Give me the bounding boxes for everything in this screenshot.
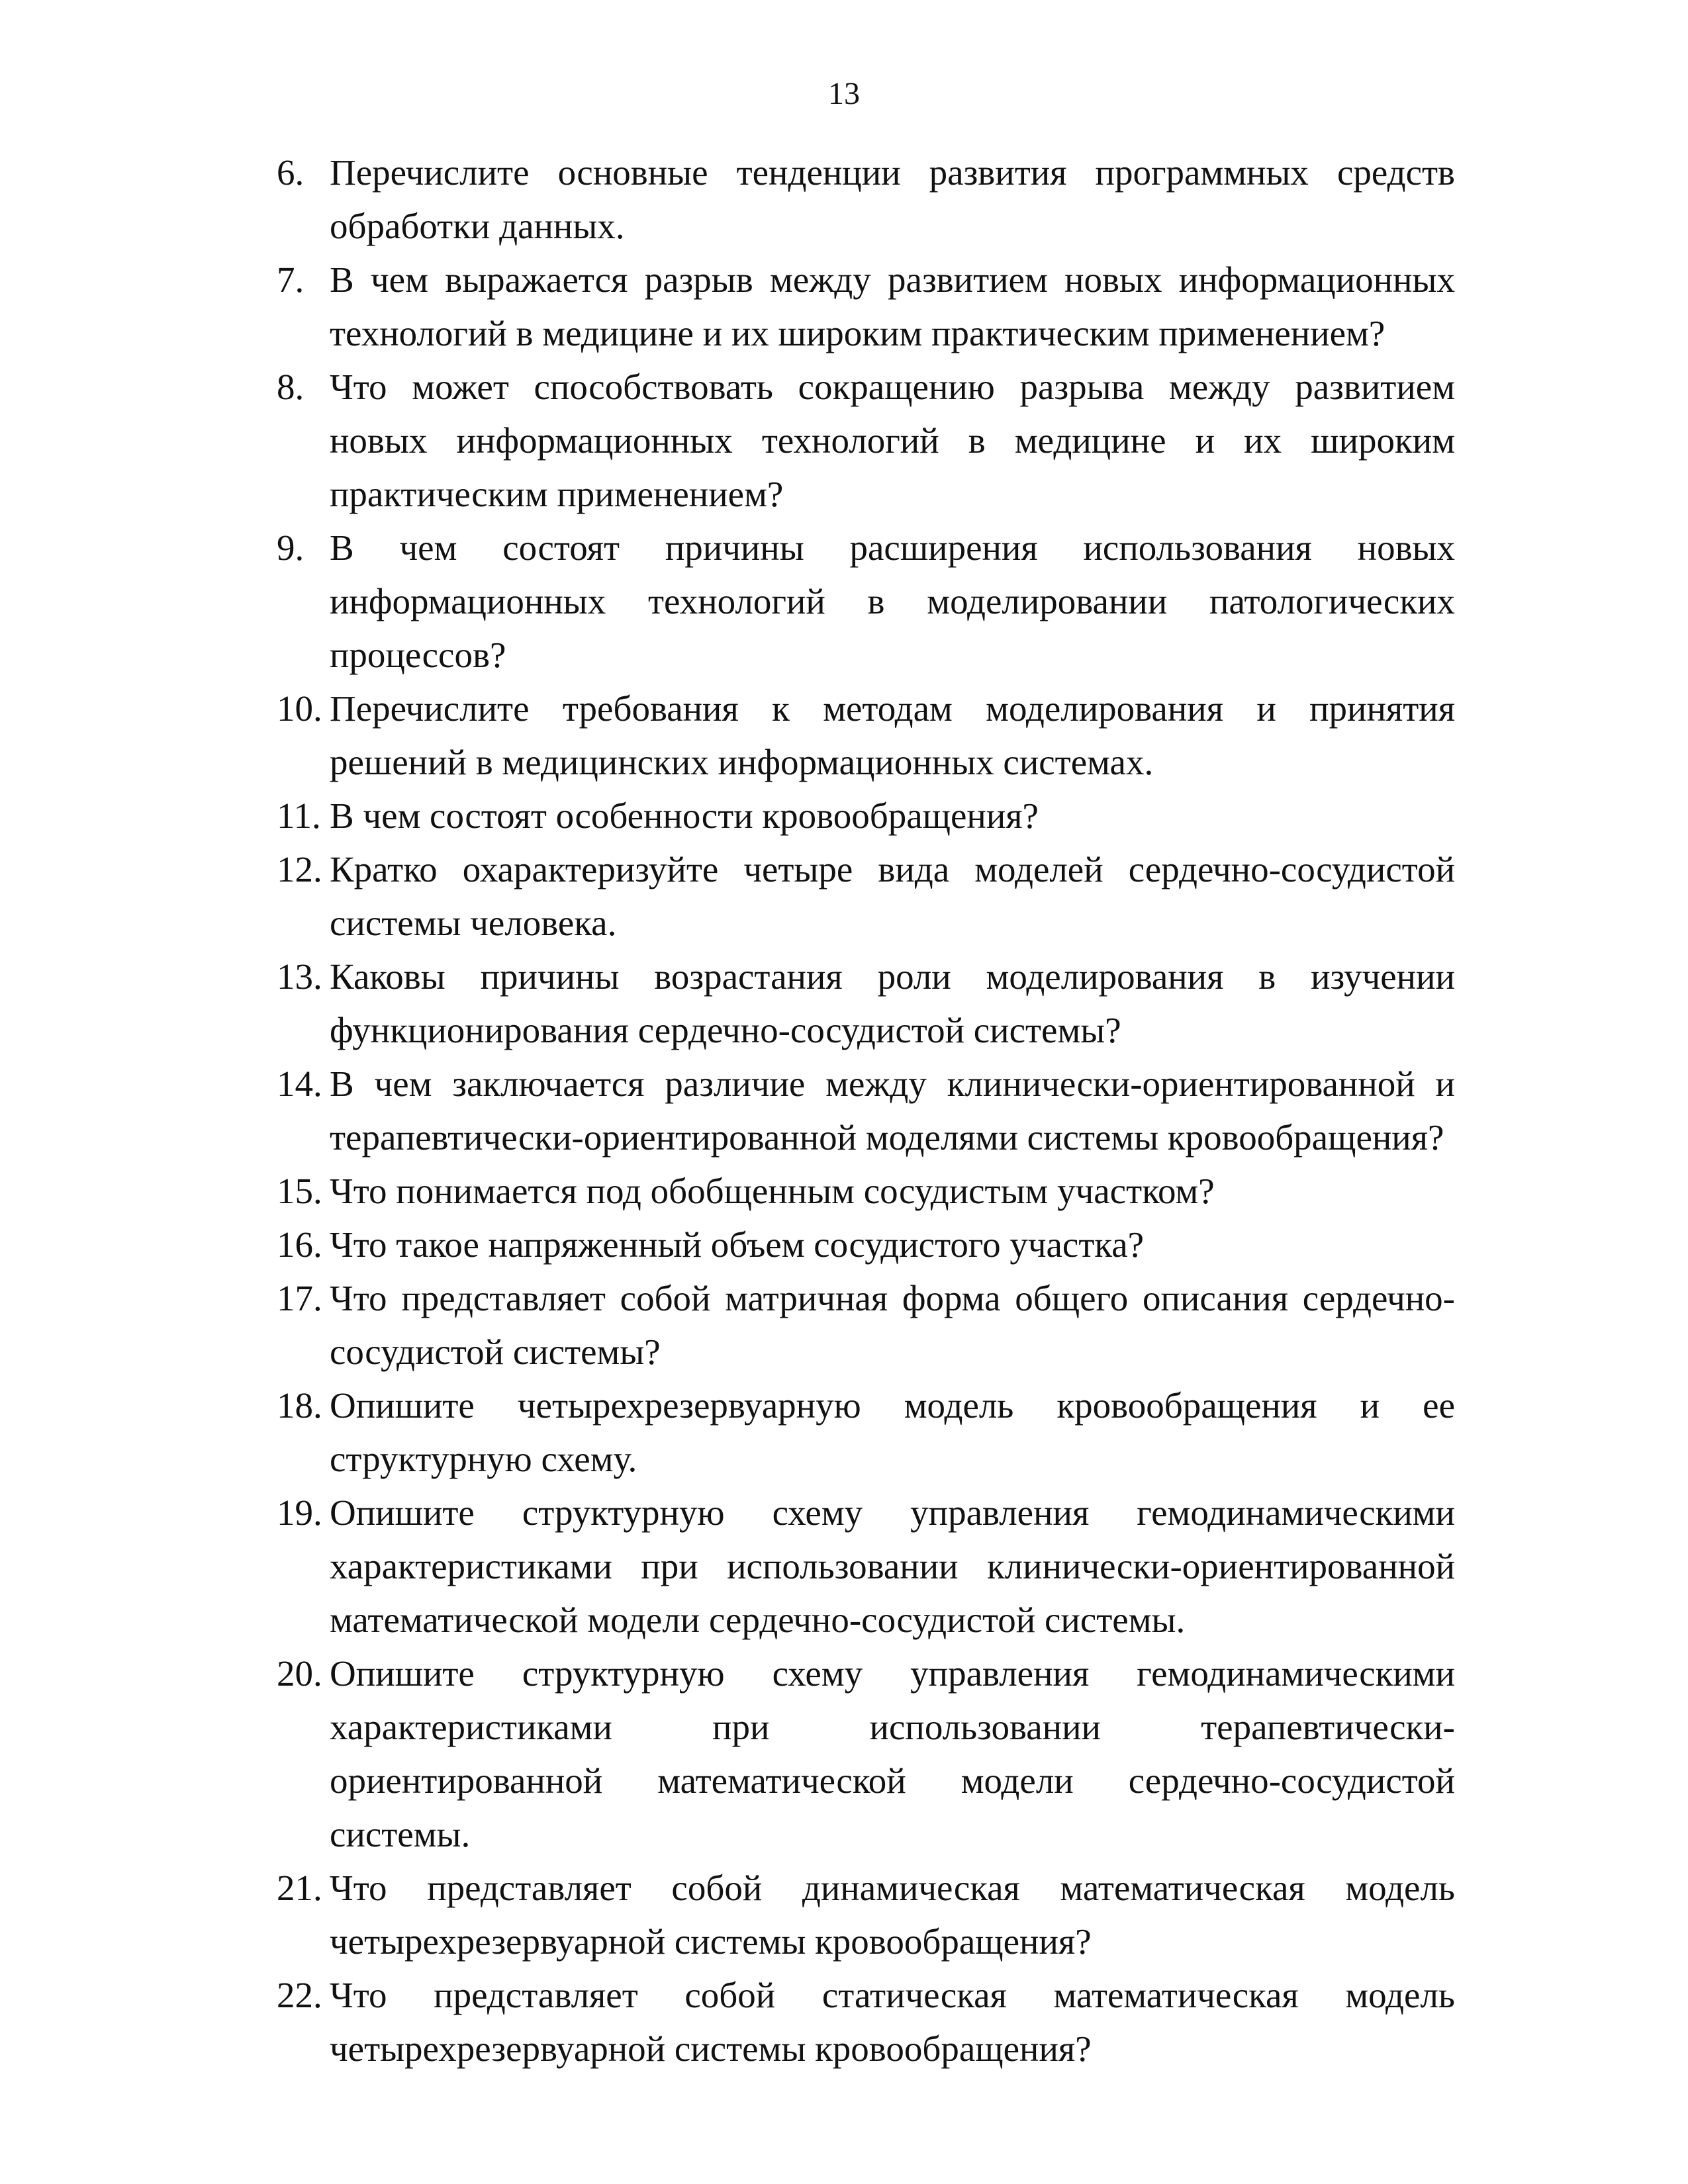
question-number: 15. — [277, 1171, 322, 1211]
question-item — [277, 1486, 1455, 1647]
question-text: Опишите структурную схему управления гемодинамическими характеристиками при использовании клинически-ориентированной математической модели сердечно-сосудистой системы. — [330, 1492, 1455, 1640]
question-text: Что представляет собой динамическая математическая модель четырехрезервуарной системы кровообращения? — [330, 1868, 1455, 1962]
question-text: Что представляет собой статическая математическая модель четырехрезервуарной системы кровообращения? — [330, 1975, 1455, 2069]
question-text: Каковы причины возрастания роли моделирования в изучении функционирования сердечно-сосудистой системы? — [330, 956, 1455, 1050]
page-number: 13 — [828, 76, 860, 111]
question-number: 10. — [277, 688, 322, 729]
question-number: 22. — [277, 1975, 322, 2015]
question-item — [277, 1164, 1455, 1218]
question-item — [277, 1218, 1455, 1271]
question-number: 20. — [277, 1653, 322, 1694]
question-item — [277, 682, 1455, 789]
question-text: Кратко охарактеризуйте четыре вида моделей сердечно-сосудистой системы человека. — [330, 849, 1455, 943]
question-text: Что такое напряженный объем сосудистого участка? — [330, 1224, 1145, 1265]
question-number: 11. — [277, 796, 321, 836]
question-number: 9. — [277, 527, 305, 568]
question-number: 17. — [277, 1278, 322, 1318]
question-number: 14. — [277, 1064, 322, 1104]
question-item — [277, 789, 1455, 842]
question-item — [277, 1271, 1455, 1379]
question-list — [277, 146, 1455, 2075]
question-text: Что представляет собой матричная форма общего описания сердечно-сосудистой системы? — [330, 1278, 1455, 1372]
question-number: 19. — [277, 1492, 322, 1533]
question-text: Что может способствовать сокращению разрыва между развитием новых информационных технологий в медицине и их широким практическим применением? — [330, 367, 1455, 514]
question-text: В чем состоят причины расширения использования новых информационных технологий в моделировании патологических процессов? — [330, 527, 1455, 675]
question-item — [277, 1057, 1455, 1164]
question-number: 13. — [277, 956, 322, 997]
question-item — [277, 1968, 1455, 2075]
question-text: Опишите структурную схему управления гемодинамическими характеристиками при использовании терапевтически-ориентированной математической модели сердечно-сосудистой системы. — [330, 1653, 1455, 1854]
question-text: Опишите четырехрезервуарную модель кровообращения и ее структурную схему. — [330, 1385, 1455, 1479]
question-number: 18. — [277, 1385, 322, 1426]
question-item — [277, 1861, 1455, 1968]
question-text: Что понимается под обобщенным сосудистым участком? — [330, 1171, 1215, 1211]
question-item — [277, 521, 1455, 682]
question-text: В чем состоят особенности кровообращения? — [330, 796, 1039, 836]
question-number: 7. — [277, 259, 305, 300]
question-text: Перечислите основные тенденции развития программных средств обработки данных. — [330, 152, 1455, 246]
question-number: 6. — [277, 152, 305, 193]
question-number: 8. — [277, 367, 305, 407]
question-item — [277, 146, 1455, 253]
question-item — [277, 1647, 1455, 1861]
question-number: 16. — [277, 1224, 322, 1265]
question-text: Перечислите требования к методам моделирования и принятия решений в медицинских информационных системах. — [330, 688, 1455, 782]
question-text: В чем заключается различие между клинически-ориентированной и терапевтически-ориентированной моделями системы кровообращения? — [330, 1064, 1455, 1158]
question-item — [277, 360, 1455, 521]
question-number: 21. — [277, 1868, 322, 1908]
question-item — [277, 950, 1455, 1057]
question-item — [277, 253, 1455, 360]
question-item — [277, 1379, 1455, 1486]
question-text: В чем выражается разрыв между развитием новых информационных технологий в медицине и их широким практическим применением? — [330, 259, 1455, 353]
question-item — [277, 842, 1455, 950]
question-number: 12. — [277, 849, 322, 889]
